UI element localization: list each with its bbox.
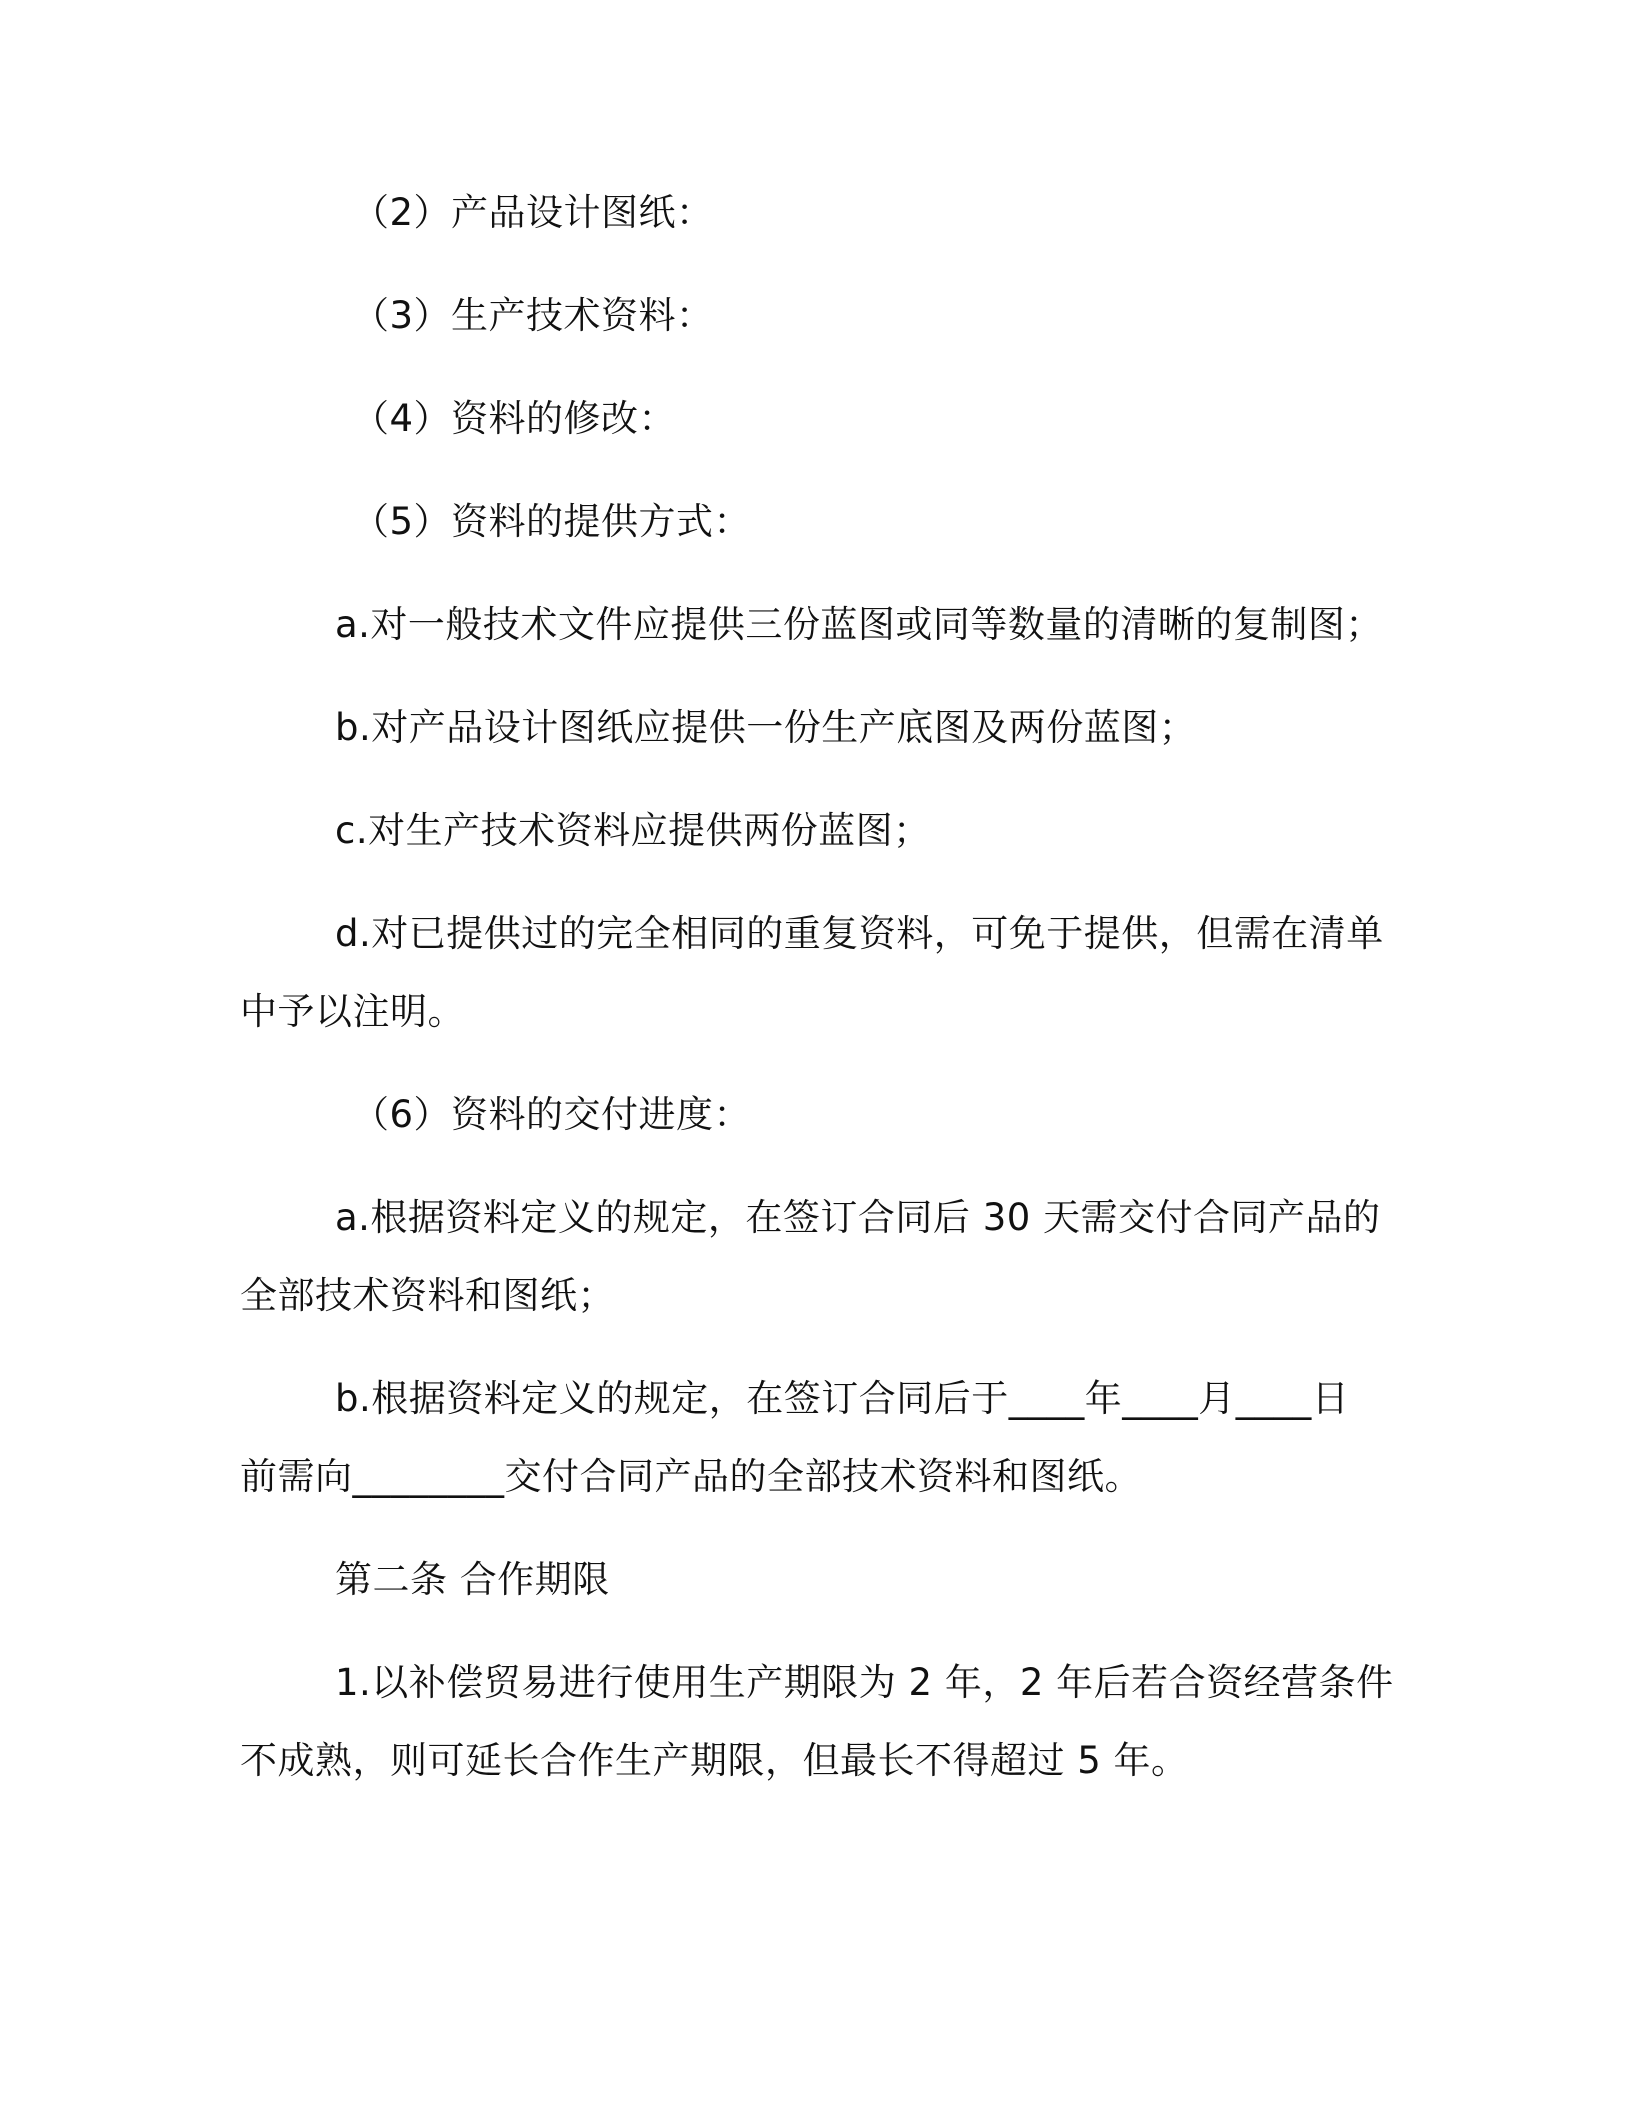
delivery-b-line1: b.根据资料定义的规定，在签订合同后于____年____月____日	[335, 1377, 1350, 1420]
article-2-p1-line2: 不成熟，则可延长合作生产期限，但最长不得超过 5 年。	[240, 1739, 1189, 1782]
provision-d-line1: d.对已提供过的完全相同的重复资料，可免于提供，但需在清单	[335, 912, 1384, 955]
provision-a: a.对一般技术文件应提供三份蓝图或同等数量的清晰的复制图；	[335, 603, 1383, 646]
provision-d-line2: 中予以注明。	[240, 990, 465, 1033]
delivery-a-line2: 全部技术资料和图纸；	[240, 1274, 615, 1317]
provision-c: c.对生产技术资料应提供两份蓝图；	[335, 809, 931, 852]
delivery-b-line2: 前需向________交付合同产品的全部技术资料和图纸。	[240, 1455, 1142, 1498]
item-5: （5）资料的提供方式：	[352, 500, 752, 543]
item-6: （6）资料的交付进度：	[352, 1093, 752, 1136]
article-2-heading: 第二条 合作期限	[335, 1558, 610, 1601]
item-2: （2）产品设计图纸：	[352, 191, 714, 234]
provision-b: b.对产品设计图纸应提供一份生产底图及两份蓝图；	[335, 706, 1197, 749]
article-2-p1-line1: 1.以补偿贸易进行使用生产期限为 2 年，2 年后若合资经营条件	[335, 1661, 1394, 1704]
delivery-a-line1: a.根据资料定义的规定，在签订合同后 30 天需交付合同产品的	[335, 1196, 1381, 1239]
item-3: （3）生产技术资料：	[352, 294, 714, 337]
item-4: （4）资料的修改：	[352, 397, 677, 440]
